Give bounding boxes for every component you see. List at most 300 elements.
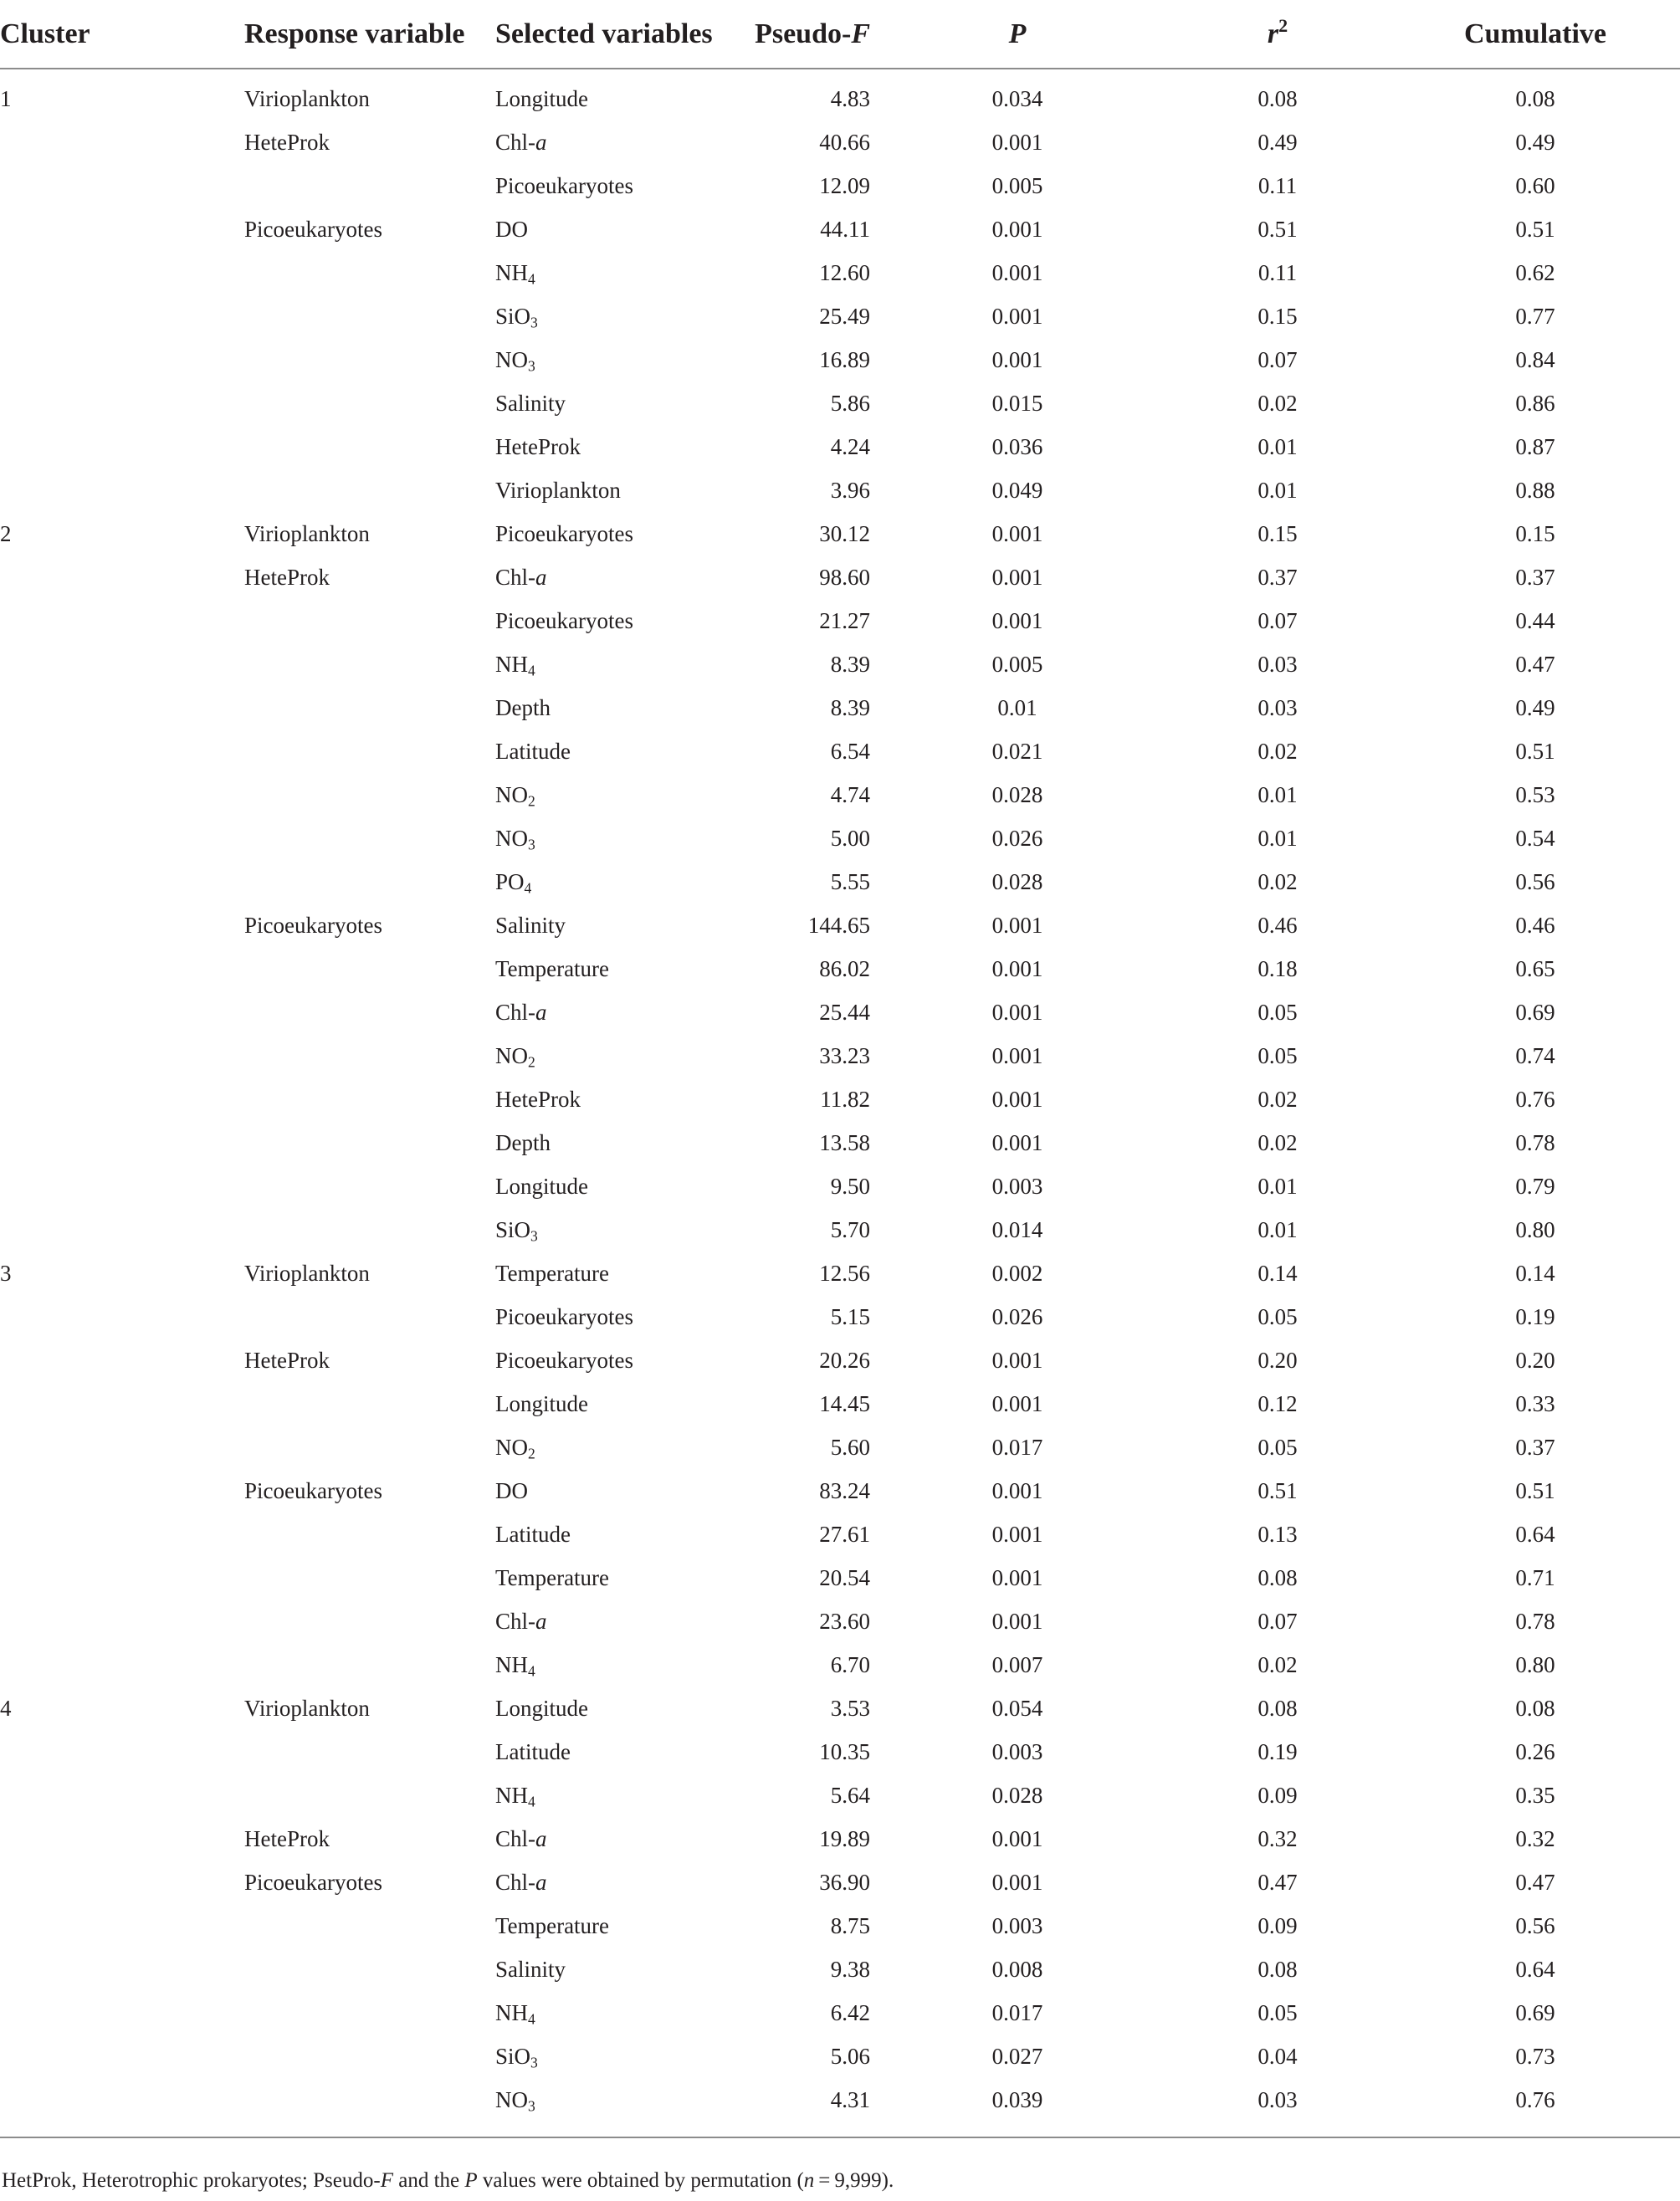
cell-cumulative: 0.53: [1515, 781, 1555, 807]
cell-cluster: [0, 1817, 238, 1861]
variable-italic-suffix: a: [535, 1869, 547, 1895]
cell-p-value: 0.054: [991, 1695, 1043, 1721]
table-row: [0, 1339, 1680, 1382]
cell-pseudo-f: 25.44: [819, 999, 870, 1025]
table-row: [0, 164, 1680, 207]
cell-selected-variable: [495, 860, 738, 903]
cell-selected-variable: [495, 1556, 738, 1600]
variable-name: Latitude: [495, 1738, 571, 1764]
cell-cumulative: 0.60: [1515, 172, 1555, 198]
cell-response-variable: [238, 2078, 495, 2122]
cell-p-value: 0.017: [991, 1434, 1043, 1460]
cell-r2: 0.03: [1257, 651, 1298, 677]
cell-p-value: 0.028: [991, 1782, 1043, 1808]
cell-response-variable: [238, 164, 495, 207]
cell-pseudo-f: 20.54: [819, 1564, 870, 1590]
table-row: [0, 729, 1680, 773]
table-bottom-rule: [0, 2137, 1680, 2138]
cell-cluster: [0, 1774, 238, 1817]
cell-pseudo-f: 20.26: [819, 1347, 870, 1373]
cell-r2: 0.13: [1257, 1521, 1298, 1547]
cell-selected-variable: [495, 1948, 738, 1991]
cell-r2: 0.08: [1257, 1695, 1298, 1721]
cell-selected-variable: [495, 512, 738, 555]
cell-r2: 0.01: [1257, 781, 1298, 807]
cell-p-value: 0.003: [991, 1173, 1043, 1199]
cell-pseudo-f: 19.89: [819, 1825, 870, 1851]
cell-response-variable: Picoeukaryotes: [244, 1869, 382, 1895]
cell-selected-variable: [495, 164, 738, 207]
cell-cluster: [0, 251, 238, 294]
variable-subscript: 2: [528, 1444, 535, 1461]
table-row: [0, 860, 1680, 903]
variable-name: Longitude: [495, 1390, 588, 1416]
cell-response-variable: HeteProk: [244, 129, 330, 155]
cell-pseudo-f: 98.60: [819, 564, 870, 590]
variable-name: Temperature: [495, 1260, 610, 1286]
cell-pseudo-f: 21.27: [819, 607, 870, 633]
cell-cumulative: 0.76: [1515, 2086, 1555, 2112]
cell-pseudo-f: 14.45: [819, 1390, 870, 1416]
variable-name: Picoeukaryotes: [495, 1347, 633, 1373]
cell-selected-variable: [495, 1077, 738, 1121]
cell-pseudo-f: 44.11: [820, 216, 870, 242]
cell-selected-variable: [495, 1469, 738, 1513]
cell-r2: 0.46: [1257, 912, 1298, 938]
cell-cluster: [0, 164, 238, 207]
cell-cluster: [0, 1339, 238, 1382]
variable-subscript: 4: [528, 269, 535, 287]
cell-p-value: 0.008: [991, 1956, 1043, 1982]
cell-cluster: [0, 468, 238, 512]
cell-selected-variable: [495, 468, 738, 512]
cell-response-variable: [238, 1948, 495, 1991]
header-r2-sup: 2: [1278, 14, 1288, 36]
header-response-variable: Response variable: [238, 0, 495, 69]
table-row: [0, 555, 1680, 599]
cell-cluster: [0, 1034, 238, 1077]
cell-p-value: 0.001: [991, 564, 1043, 590]
cell-pseudo-f: 5.64: [830, 1782, 870, 1808]
cell-selected-variable: [495, 1774, 738, 1817]
variable-name: NO: [495, 781, 528, 807]
table-row: [0, 1817, 1680, 1861]
variable-name: Salinity: [495, 390, 566, 416]
cell-p-value: 0.014: [991, 1216, 1043, 1242]
cell-selected-variable: [495, 1861, 738, 1904]
cell-selected-variable: [495, 251, 738, 294]
table-row: [0, 2035, 1680, 2078]
cell-pseudo-f: 11.82: [820, 1086, 870, 1112]
header-pseudo-f-prefix: Pseudo-: [755, 18, 852, 49]
cell-p-value: 0.002: [991, 1260, 1043, 1286]
cell-selected-variable: [495, 69, 738, 120]
table-row: [0, 1077, 1680, 1121]
cell-cumulative: 0.78: [1515, 1129, 1555, 1155]
cell-p-value: 0.028: [991, 868, 1043, 894]
cell-r2: 0.02: [1257, 1651, 1298, 1677]
header-row: [0, 0, 1680, 69]
table-row: [0, 425, 1680, 468]
cell-p-value: 0.021: [991, 738, 1043, 764]
cell-response-variable: [238, 425, 495, 468]
table-row: [0, 686, 1680, 729]
variable-italic-suffix: a: [535, 999, 547, 1025]
cell-cluster: [0, 816, 238, 860]
cell-p-value: 0.001: [991, 999, 1043, 1025]
cell-response-variable: [238, 1904, 495, 1948]
variable-name: Chl-: [495, 999, 536, 1025]
variable-name: Chl-: [495, 1869, 536, 1895]
cell-selected-variable: [495, 1251, 738, 1295]
cell-cluster: [0, 1121, 238, 1164]
cell-cluster: [0, 1208, 238, 1251]
variable-subscript: 4: [528, 1661, 535, 1679]
cell-p-value: 0.036: [991, 433, 1043, 459]
cell-r2: 0.47: [1257, 1869, 1298, 1895]
variable-name: Chl-: [495, 1825, 536, 1851]
cell-cluster: [0, 1600, 238, 1643]
cell-selected-variable: [495, 1426, 738, 1469]
cell-selected-variable: [495, 338, 738, 381]
cell-cumulative: 0.56: [1515, 1912, 1555, 1938]
variable-name: NH: [495, 259, 528, 285]
cell-pseudo-f: 4.74: [830, 781, 870, 807]
table-row: [0, 381, 1680, 425]
footnote-f-italic: F: [380, 2169, 393, 2192]
cell-response-variable: [238, 1295, 495, 1339]
cell-p-value: 0.001: [991, 1477, 1043, 1503]
cell-r2: 0.20: [1257, 1347, 1298, 1373]
variable-name: NO: [495, 2086, 528, 2112]
cell-response-variable: [238, 990, 495, 1034]
cell-pseudo-f: 10.35: [819, 1738, 870, 1764]
variable-name: Latitude: [495, 738, 571, 764]
cell-pseudo-f: 144.65: [807, 912, 870, 938]
cell-response-variable: [238, 1034, 495, 1077]
cell-response-variable: Virioplankton: [244, 1695, 370, 1721]
variable-subscript: 3: [530, 2053, 538, 2070]
variable-name: Longitude: [495, 86, 588, 111]
cell-p-value: 0.017: [991, 1999, 1043, 2025]
table-row: [0, 69, 1680, 120]
cell-cumulative: 0.78: [1515, 1608, 1555, 1634]
cell-cluster: [0, 1643, 238, 1687]
cell-p-value: 0.001: [991, 607, 1043, 633]
cell-cluster: [0, 2035, 238, 2078]
cell-p-value: 0.001: [991, 1825, 1043, 1851]
cell-selected-variable: [495, 1382, 738, 1426]
cell-cumulative: 0.69: [1515, 999, 1555, 1025]
cell-selected-variable: [495, 1991, 738, 2035]
cell-response-variable: [238, 1426, 495, 1469]
cell-r2: 0.15: [1257, 303, 1298, 329]
variable-name: Longitude: [495, 1695, 588, 1721]
cell-selected-variable: [495, 599, 738, 642]
cell-p-value: 0.001: [991, 216, 1043, 242]
variable-name: PO: [495, 868, 525, 894]
cell-r2: 0.51: [1257, 216, 1298, 242]
cell-p-value: 0.001: [991, 1347, 1043, 1373]
cell-selected-variable: [495, 2035, 738, 2078]
cell-r2: 0.01: [1257, 477, 1298, 503]
cell-r2: 0.08: [1257, 1564, 1298, 1590]
cell-p-value: 0.003: [991, 1738, 1043, 1764]
cell-selected-variable: [495, 947, 738, 990]
cell-cluster: 1: [0, 86, 12, 111]
cell-pseudo-f: 8.75: [830, 1912, 870, 1938]
cell-cumulative: 0.77: [1515, 303, 1555, 329]
cell-response-variable: [238, 1730, 495, 1774]
cell-r2: 0.37: [1257, 564, 1298, 590]
variable-name: SiO: [495, 303, 531, 329]
cell-response-variable: [238, 642, 495, 686]
cell-r2: 0.02: [1257, 1129, 1298, 1155]
variable-name: Depth: [495, 1129, 551, 1155]
cell-p-value: 0.001: [991, 259, 1043, 285]
cell-selected-variable: [495, 773, 738, 816]
cell-pseudo-f: 5.15: [830, 1303, 870, 1329]
cell-cluster: [0, 1861, 238, 1904]
cell-selected-variable: [495, 2078, 738, 2122]
cell-cluster: [0, 642, 238, 686]
variable-name: Salinity: [495, 912, 566, 938]
cell-selected-variable: [495, 381, 738, 425]
cell-r2: 0.02: [1257, 868, 1298, 894]
cell-pseudo-f: 5.00: [830, 825, 870, 851]
cell-p-value: 0.039: [991, 2086, 1043, 2112]
cell-response-variable: HeteProk: [244, 1347, 330, 1373]
variable-italic-suffix: a: [535, 564, 547, 590]
cell-p-value: 0.001: [991, 1869, 1043, 1895]
cell-response-variable: Picoeukaryotes: [244, 216, 382, 242]
cell-selected-variable: [495, 1208, 738, 1251]
cell-pseudo-f: 4.83: [830, 86, 870, 111]
variable-name: Depth: [495, 694, 551, 720]
cell-response-variable: [238, 294, 495, 338]
table-row: [0, 1513, 1680, 1556]
cell-p-value: 0.001: [991, 1564, 1043, 1590]
table-row: [0, 1861, 1680, 1904]
variable-italic-suffix: a: [535, 129, 547, 155]
cell-pseudo-f: 30.12: [819, 520, 870, 546]
cell-pseudo-f: 5.70: [830, 1216, 870, 1242]
cell-selected-variable: [495, 1730, 738, 1774]
table-row: [0, 2078, 1680, 2122]
cell-response-variable: [238, 1382, 495, 1426]
cell-response-variable: Picoeukaryotes: [244, 912, 382, 938]
cell-selected-variable: [495, 425, 738, 468]
cell-selected-variable: [495, 120, 738, 164]
cell-selected-variable: [495, 1121, 738, 1164]
cell-cumulative: 0.49: [1515, 694, 1555, 720]
cell-r2: 0.49: [1257, 129, 1298, 155]
variable-name: Picoeukaryotes: [495, 520, 633, 546]
cell-cumulative: 0.86: [1515, 390, 1555, 416]
cell-cluster: [0, 1164, 238, 1208]
variable-name: Temperature: [495, 1564, 610, 1590]
variable-name: DO: [495, 216, 528, 242]
cell-selected-variable: [495, 1600, 738, 1643]
cell-cumulative: 0.71: [1515, 1564, 1555, 1590]
cell-pseudo-f: 3.96: [830, 477, 870, 503]
cell-r2: 0.18: [1257, 955, 1298, 981]
variable-italic-suffix: a: [535, 1825, 547, 1851]
cell-selected-variable: [495, 642, 738, 686]
cell-p-value: 0.028: [991, 781, 1043, 807]
cell-pseudo-f: 6.42: [830, 1999, 870, 2025]
cell-pseudo-f: 5.60: [830, 1434, 870, 1460]
footnote-n-italic: n: [803, 2169, 815, 2192]
cell-cluster: [0, 773, 238, 816]
cell-r2: 0.15: [1257, 520, 1298, 546]
cell-p-value: 0.027: [991, 2043, 1043, 2069]
cell-response-variable: Virioplankton: [244, 520, 370, 546]
cell-cumulative: 0.80: [1515, 1651, 1555, 1677]
cell-pseudo-f: 6.54: [830, 738, 870, 764]
cell-response-variable: [238, 1077, 495, 1121]
cell-r2: 0.07: [1257, 1608, 1298, 1634]
header-r2: [1165, 0, 1391, 69]
footnote-part2: and the: [392, 2169, 465, 2192]
cell-pseudo-f: 23.60: [819, 1608, 870, 1634]
cell-pseudo-f: 5.86: [830, 390, 870, 416]
cell-cumulative: 0.47: [1515, 651, 1555, 677]
cell-selected-variable: [495, 555, 738, 599]
table-row: [0, 903, 1680, 947]
cell-cluster: [0, 1077, 238, 1121]
cell-pseudo-f: 4.24: [830, 433, 870, 459]
cell-response-variable: [238, 1600, 495, 1643]
table-row: [0, 642, 1680, 686]
variable-subscript: 3: [528, 2096, 535, 2114]
cell-cumulative: 0.51: [1515, 1477, 1555, 1503]
cell-pseudo-f: 12.09: [819, 172, 870, 198]
variable-name: HeteProk: [495, 433, 581, 459]
cell-cumulative: 0.51: [1515, 216, 1555, 242]
variable-name: Chl-: [495, 129, 536, 155]
cell-pseudo-f: 40.66: [819, 129, 870, 155]
variable-name: NO: [495, 825, 528, 851]
cell-cumulative: 0.79: [1515, 1173, 1555, 1199]
variable-name: Picoeukaryotes: [495, 607, 633, 633]
cell-cluster: [0, 860, 238, 903]
cell-cumulative: 0.26: [1515, 1738, 1555, 1764]
cell-cluster: 3: [0, 1260, 12, 1286]
cell-r2: 0.12: [1257, 1390, 1298, 1416]
cell-cluster: [0, 990, 238, 1034]
cell-pseudo-f: 83.24: [819, 1477, 870, 1503]
table-row: [0, 1600, 1680, 1643]
table-row: [0, 1208, 1680, 1251]
variable-name: Picoeukaryotes: [495, 1303, 633, 1329]
cell-response-variable: [238, 860, 495, 903]
variable-name: NO: [495, 1434, 528, 1460]
cell-cluster: [0, 1948, 238, 1991]
cell-cluster: [0, 686, 238, 729]
cell-r2: 0.11: [1257, 259, 1298, 285]
table-row: [0, 1426, 1680, 1469]
cell-cumulative: 0.74: [1515, 1042, 1555, 1068]
cell-cumulative: 0.80: [1515, 1216, 1555, 1242]
cell-response-variable: [238, 1643, 495, 1687]
variable-subscript: 4: [528, 661, 535, 678]
table-row: [0, 294, 1680, 338]
cell-cluster: [0, 555, 238, 599]
cell-pseudo-f: 8.39: [830, 651, 870, 677]
variable-name: NH: [495, 1999, 528, 2025]
cell-r2: 0.05: [1257, 999, 1298, 1025]
cell-selected-variable: [495, 729, 738, 773]
variable-italic-suffix: a: [535, 1608, 547, 1634]
cell-cluster: [0, 338, 238, 381]
cell-r2: 0.09: [1257, 1912, 1298, 1938]
cell-cumulative: 0.64: [1515, 1956, 1555, 1982]
cell-response-variable: [238, 1121, 495, 1164]
cell-cluster: [0, 207, 238, 251]
cell-r2: 0.02: [1257, 390, 1298, 416]
variable-name: Temperature: [495, 1912, 610, 1938]
cell-r2: 0.19: [1257, 1738, 1298, 1764]
cell-cumulative: 0.37: [1515, 1434, 1555, 1460]
cell-pseudo-f: 27.61: [819, 1521, 870, 1547]
cell-cumulative: 0.46: [1515, 912, 1555, 938]
table-row: [0, 1687, 1680, 1730]
cell-p-value: 0.015: [991, 390, 1043, 416]
variable-name: HeteProk: [495, 1086, 581, 1112]
variable-name: NO: [495, 346, 528, 372]
cell-response-variable: [238, 1774, 495, 1817]
variable-name: Latitude: [495, 1521, 571, 1547]
variable-name: NH: [495, 1651, 528, 1677]
header-pseudo-f: [738, 0, 870, 69]
cell-pseudo-f: 16.89: [819, 346, 870, 372]
cell-p-value: 0.026: [991, 825, 1043, 851]
table-row: [0, 1295, 1680, 1339]
table-row: [0, 1556, 1680, 1600]
cell-p-value: 0.005: [991, 651, 1043, 677]
cell-selected-variable: [495, 1687, 738, 1730]
cell-r2: 0.01: [1257, 825, 1298, 851]
cell-cumulative: 0.08: [1515, 86, 1555, 111]
cell-p-value: 0.01: [997, 694, 1037, 720]
cell-p-value: 0.001: [991, 520, 1043, 546]
cell-p-value: 0.007: [991, 1651, 1043, 1677]
header-pseudo-f-italic: F: [851, 18, 870, 49]
cell-r2: 0.02: [1257, 1086, 1298, 1112]
cell-cluster: 4: [0, 1695, 12, 1721]
cell-response-variable: [238, 1513, 495, 1556]
cell-pseudo-f: 25.49: [819, 303, 870, 329]
cell-cumulative: 0.87: [1515, 433, 1555, 459]
variable-subscript: 3: [528, 835, 535, 852]
cell-response-variable: [238, 686, 495, 729]
table-body: [0, 69, 1680, 2122]
cell-cumulative: 0.84: [1515, 346, 1555, 372]
table-row: [0, 1730, 1680, 1774]
cell-cluster: [0, 1991, 238, 2035]
cell-cluster: [0, 1904, 238, 1948]
variable-name: NH: [495, 1782, 528, 1808]
cell-selected-variable: [495, 1164, 738, 1208]
cell-cumulative: 0.32: [1515, 1825, 1555, 1851]
cell-cumulative: 0.15: [1515, 520, 1555, 546]
header-r2-base: r: [1267, 18, 1279, 49]
table-row: [0, 1121, 1680, 1164]
cell-response-variable: [238, 338, 495, 381]
cell-r2: 0.08: [1257, 86, 1298, 111]
cell-r2: 0.07: [1257, 607, 1298, 633]
